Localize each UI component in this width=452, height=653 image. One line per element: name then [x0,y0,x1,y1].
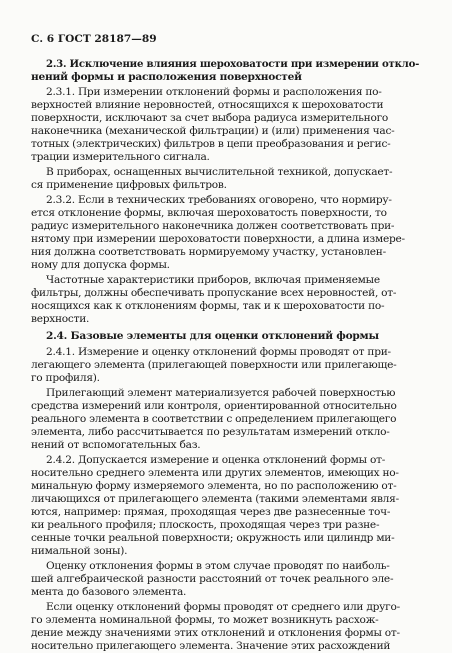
text-line: ся применение цифровых фильтров. [31,179,227,191]
text-line: легающего элемента (прилегающей поверхности или прилегающе- [31,359,397,371]
text-line: реального элемента в соответствии с определением прилегающего [31,413,397,425]
text-line: наконечника (механической фильтрации) и (или) применения час- [31,125,395,137]
text-line: нятому при измерении шероховатости поверхности, а длина измере- [31,233,405,245]
text-line: ния должна соответствовать нормируемому участку, установлен- [31,246,386,258]
text-line: носительно прилегающего элемента. Значение этих расхождений [31,640,391,652]
text-line: го профиля). [31,372,100,384]
text-line: радиус измерительного наконечника должен соответствовать при- [31,220,395,232]
text-line: шей алгебраической разности расстояний от точек реального эле- [31,573,394,585]
page-header: С. 6 ГОСТ 28187—89 [31,33,157,45]
text-line: поверхности, исключают за счет выбора радиуса измерительного [31,112,389,124]
section-2-3-heading-cont: нений формы и расположения поверхностей [31,71,302,83]
text-line: фильтры, должны обеспечивать пропускание всех неровностей, от- [31,287,397,299]
text-line: Оценку отклонения формы в этом случае проводят по наиболь- [46,560,390,572]
text-line: мента до базового элемента. [31,586,187,598]
section-2-3-heading: 2.3. Исключение влияния шероховатости при измерении откло- [46,58,420,70]
text-line: ются, например: прямая, проходящая через две разнесенные точ- [31,506,391,518]
text-line: верхностей влияние неровностей, относящихся к шероховатости [31,99,384,111]
text-line: 2.3.1. При измерении отклонений формы и расположения по- [46,86,382,98]
text-line: ки реального профиля; плоскость, проходящая через три разне- [31,519,380,531]
text-line: нений от вспомогательных баз. [31,439,201,451]
text-line: ется отклонение формы, включая шероховатость поверхности, то [31,207,387,219]
text-line: В приборах, оснащенных вычислительной техникой, допускает- [46,166,393,178]
text-line: нимальной зоны). [31,545,128,557]
text-line: средства измерений или контроля, ориентированной относительно [31,400,397,412]
text-line: тотных (электрических) фильтров в цепи преобразования и регис- [31,138,391,150]
text-line: носительно среднего элемента или других элементов, имеющих но- [31,467,399,479]
text-line: верхности. [31,313,90,325]
text-line: дение между значениями этих отклонений и отклонения формы от- [31,627,400,639]
text-line: Частотные характеристики приборов, включая применяемые [46,274,380,286]
text-line: Прилегающий элемент материализуется рабочей поверхностью [46,387,396,399]
text-line: го элемента номинальной формы, то может возникнуть расхож- [31,614,379,626]
text-line: 2.4.1. Измерение и оценку отклонений формы проводят от при- [46,346,391,358]
text-line: 2.3.2. Если в технических требованиях оговорено, что нормиру- [46,194,392,206]
text-line: личающихся от прилегающего элемента (такими элементами явля- [31,493,399,505]
text-line: сенные точки реальной поверхности; окружность или цилиндр ми- [31,532,395,544]
text-line: носящихся как к отклонениям формы, так и к шероховатости по- [31,300,385,312]
text-line: элемента, либо рассчитывается по результатам измерений откло- [31,426,390,438]
text-line: минальную форму измеряемого элемента, но по расположению от- [31,480,397,492]
text-line: 2.4.2. Допускается измерение и оценка отклонений формы от- [46,454,386,466]
text-line: ному для допуска формы. [31,259,170,271]
section-2-4-heading: 2.4. Базовые элементы для оценки отклонений формы [46,330,379,342]
text-line: Если оценку отклонений формы проводят от среднего или друго- [46,601,400,613]
text-line: трации измерительного сигнала. [31,151,210,163]
